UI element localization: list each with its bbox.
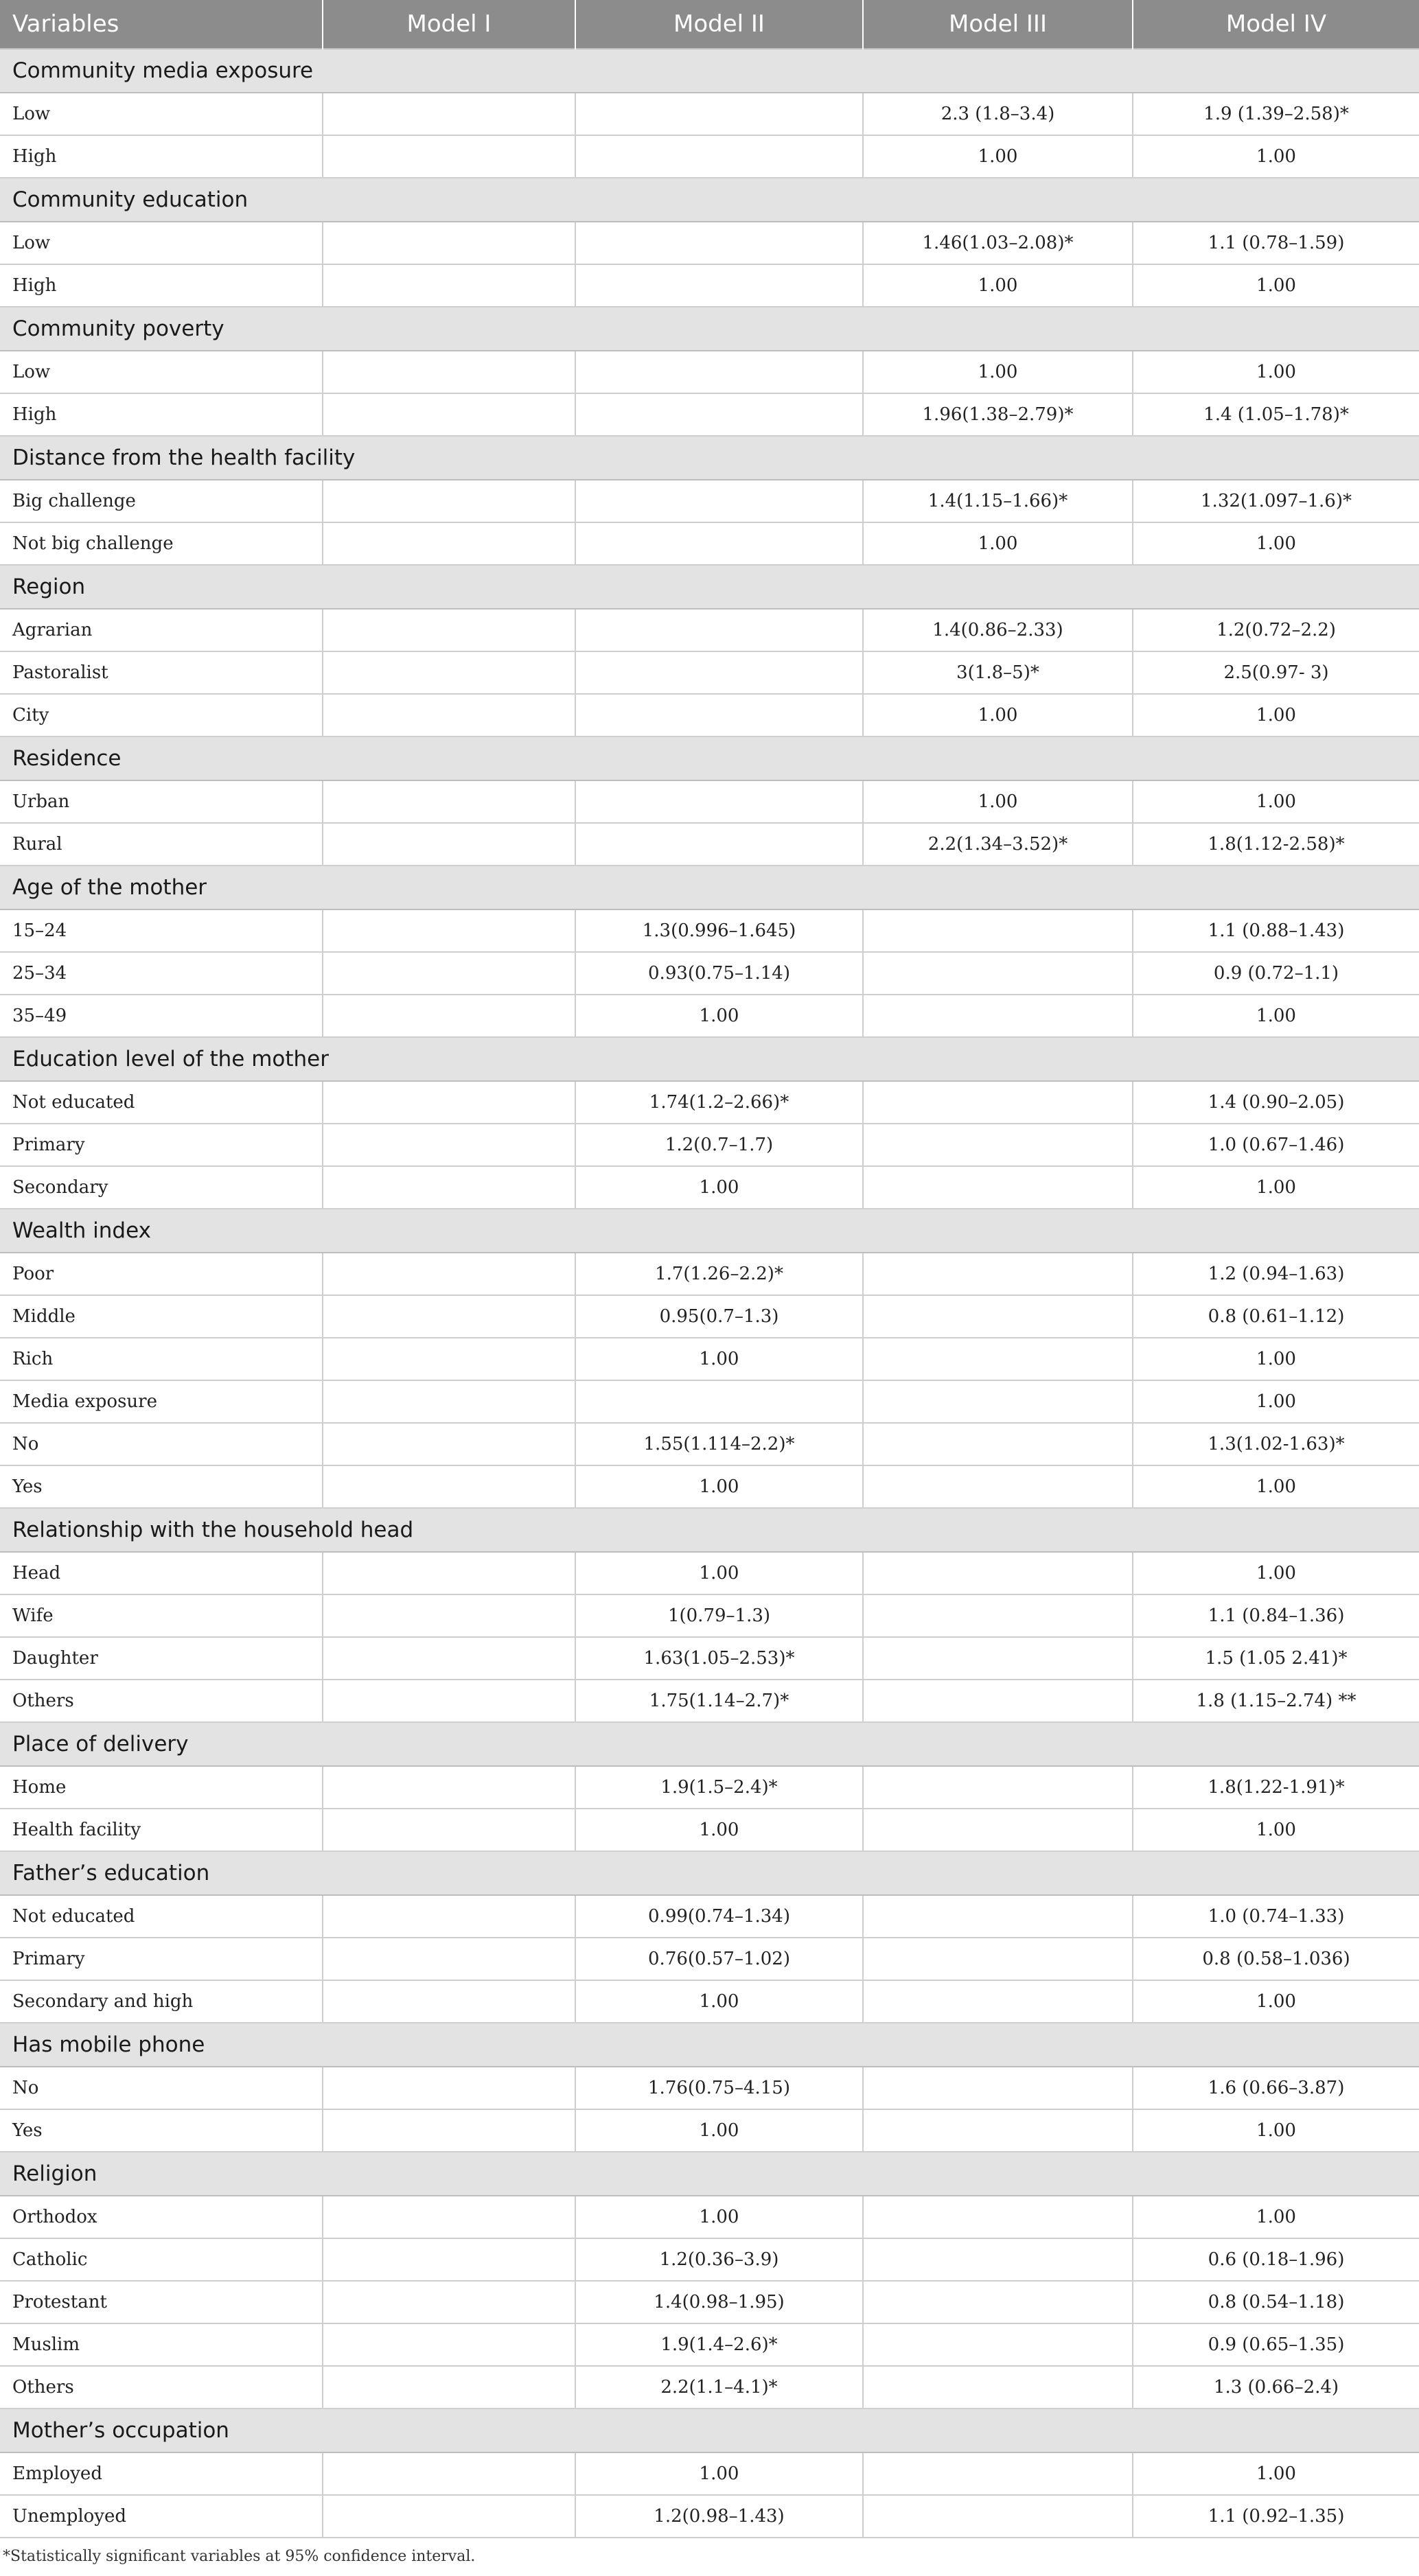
model-1-cell [323,2238,575,2281]
variable-label: Rural [0,823,323,866]
variable-label: Not educated [0,1895,323,1938]
section-header-row [0,178,1419,222]
variable-label: Orthodox [0,2196,323,2238]
model-3-cell [863,1380,1133,1423]
variable-label: Others [0,2366,323,2409]
model-3-cell: 1.96(1.38–2.79)* [863,393,1133,436]
model-2-cell: 1.9(1.4–2.6)* [575,2323,863,2366]
model-2-cell: 1.00 [575,1552,863,1594]
model-4-cell: 1.1 (0.78–1.59) [1133,222,1419,264]
section-title: Region [0,565,1419,609]
model-1-cell [323,1895,575,1938]
model-3-cell [863,2323,1133,2366]
model-3-cell: 3(1.8–5)* [863,651,1133,694]
table-row [0,1552,1419,1594]
table-row [0,480,1419,522]
table-row [0,135,1419,178]
model-1-cell [323,1809,575,1851]
variable-label: High [0,393,323,436]
model-1-cell [323,1980,575,2023]
model-3-cell: 1.00 [863,135,1133,178]
model-2-cell: 1.00 [575,2452,863,2495]
variable-label: Yes [0,1465,323,1508]
section-title: Relationship with the household head [0,1508,1419,1552]
variable-label: 35–49 [0,995,323,1037]
table-row [0,1124,1419,1166]
model-3-cell [863,2366,1133,2409]
table-row [0,2281,1419,2323]
section-header-row [0,2023,1419,2067]
table-row [0,2067,1419,2109]
table-row [0,2109,1419,2152]
model-2-cell: 1.00 [575,2109,863,2152]
model-4-cell: 1.4 (0.90–2.05) [1133,1081,1419,1124]
model-1-cell [323,609,575,651]
section-header-row [0,1037,1419,1081]
model-4-cell: 1.9 (1.39–2.58)* [1133,93,1419,135]
section-title: Distance from the health facility [0,436,1419,480]
model-4-cell: 1.00 [1133,1552,1419,1594]
model-4-cell: 0.9 (0.65–1.35) [1133,2323,1419,2366]
model-1-cell [323,1253,575,1295]
model-3-cell: 1.00 [863,522,1133,565]
model-2-cell: 1.00 [575,995,863,1037]
model-3-cell [863,1124,1133,1166]
model-1-cell [323,1423,575,1465]
section-title: Place of delivery [0,1722,1419,1766]
variable-label: Employed [0,2452,323,2495]
table-row [0,1594,1419,1637]
model-1-cell [323,351,575,393]
model-4-cell: 1.8(1.22-1.91)* [1133,1766,1419,1809]
table-row [0,909,1419,952]
table-row [0,2238,1419,2281]
model-3-cell: 1.4(1.15–1.66)* [863,480,1133,522]
model-2-cell: 1.7(1.26–2.2)* [575,1253,863,1295]
model-4-cell: 1.00 [1133,1809,1419,1851]
variable-label: Poor [0,1253,323,1295]
model-4-cell: 1.00 [1133,351,1419,393]
model-2-cell: 1.00 [575,1980,863,2023]
model-2-cell: 1.00 [575,1809,863,1851]
variable-label: Not big challenge [0,522,323,565]
model-4-cell: 1.00 [1133,1980,1419,2023]
model-2-cell: 1.63(1.05–2.53)* [575,1637,863,1680]
model-1-cell [323,694,575,736]
model-4-cell: 1.00 [1133,1166,1419,1209]
model-1-cell [323,1552,575,1594]
model-3-cell [863,909,1133,952]
model-2-cell [575,1380,863,1423]
model-1-cell [323,393,575,436]
model-2-cell: 1.74(1.2–2.66)* [575,1081,863,1124]
model-1-cell [323,1766,575,1809]
model-4-cell: 1.00 [1133,1380,1419,1423]
section-header-row [0,49,1419,93]
variable-label: No [0,2067,323,2109]
model-3-cell [863,1338,1133,1380]
model-1-cell [323,2452,575,2495]
variable-label: Middle [0,1295,323,1338]
variable-label: Health facility [0,1809,323,1851]
model-3-cell: 1.00 [863,264,1133,307]
model-2-cell: 1.2(0.7–1.7) [575,1124,863,1166]
table-row [0,780,1419,823]
header-model-2: Model II [575,0,863,49]
header-model-4: Model IV [1133,0,1419,49]
model-1-cell [323,1124,575,1166]
model-2-cell [575,609,863,651]
model-4-cell: 2.5(0.97- 3) [1133,651,1419,694]
table-row [0,651,1419,694]
section-title: Father’s education [0,1851,1419,1895]
variable-label: High [0,264,323,307]
model-1-cell [323,2196,575,2238]
model-2-cell [575,522,863,565]
model-2-cell [575,780,863,823]
model-1-cell [323,2323,575,2366]
model-3-cell [863,1895,1133,1938]
table-row [0,1895,1419,1938]
variable-label: Home [0,1766,323,1809]
model-4-cell: 1.00 [1133,1465,1419,1508]
model-3-cell: 1.00 [863,694,1133,736]
table-row [0,522,1419,565]
footnote: *Statistically significant variables at 95% confidence interval. [3,2548,476,2565]
table-row [0,351,1419,393]
model-3-cell [863,2109,1133,2152]
model-3-cell [863,995,1133,1037]
model-1-cell [323,2366,575,2409]
model-2-cell: 1.9(1.5–2.4)* [575,1766,863,1809]
table-header [0,0,1419,49]
model-2-cell: 1.00 [575,2196,863,2238]
table-row [0,1423,1419,1465]
variable-label: Protestant [0,2281,323,2323]
variable-label: 15–24 [0,909,323,952]
model-2-cell [575,651,863,694]
model-2-cell [575,694,863,736]
model-3-cell [863,2238,1133,2281]
model-3-cell [863,1980,1133,2023]
section-header-row [0,866,1419,909]
variable-label: Daughter [0,1637,323,1680]
model-4-cell: 1.3(1.02-1.63)* [1133,1423,1419,1465]
model-2-cell: 2.2(1.1–4.1)* [575,2366,863,2409]
model-2-cell [575,222,863,264]
model-3-cell [863,2067,1133,2109]
section-title: Residence [0,736,1419,780]
model-1-cell [323,2495,575,2538]
section-header-row [0,1851,1419,1895]
model-3-cell [863,1637,1133,1680]
variable-label: Big challenge [0,480,323,522]
section-title: Community media exposure [0,49,1419,93]
table-row [0,264,1419,307]
model-3-cell: 2.3 (1.8–3.4) [863,93,1133,135]
table-row [0,995,1419,1037]
table-row [0,952,1419,995]
variable-label: Head [0,1552,323,1594]
section-title: Religion [0,2152,1419,2196]
model-2-cell [575,480,863,522]
model-2-cell: 0.93(0.75–1.14) [575,952,863,995]
model-4-cell: 1.00 [1133,2452,1419,2495]
table-row [0,2366,1419,2409]
section-title: Wealth index [0,1209,1419,1253]
model-4-cell: 1.00 [1133,694,1419,736]
model-4-cell: 0.8 (0.58–1.036) [1133,1938,1419,1980]
model-1-cell [323,780,575,823]
model-3-cell: 1.00 [863,780,1133,823]
model-4-cell: 1.2(0.72–2.2) [1133,609,1419,651]
table-row [0,2452,1419,2495]
model-1-cell [323,1938,575,1980]
model-3-cell [863,1552,1133,1594]
model-4-cell: 1.00 [1133,135,1419,178]
model-1-cell [323,1166,575,1209]
model-1-cell [323,823,575,866]
model-3-cell [863,1081,1133,1124]
model-3-cell [863,1938,1133,1980]
variable-label: Secondary and high [0,1980,323,2023]
model-3-cell [863,952,1133,995]
section-title: Mother’s occupation [0,2409,1419,2452]
table-row [0,1809,1419,1851]
table-row [0,93,1419,135]
variable-label: Rich [0,1338,323,1380]
section-header-row [0,2409,1419,2452]
model-3-cell [863,1809,1133,1851]
model-3-cell [863,2281,1133,2323]
model-3-cell [863,1295,1133,1338]
table-row [0,1637,1419,1680]
model-3-cell [863,1766,1133,1809]
model-2-cell: 1.00 [575,1338,863,1380]
variable-label: Others [0,1680,323,1722]
model-4-cell: 1.32(1.097–1.6)* [1133,480,1419,522]
model-4-cell: 1.8(1.12-2.58)* [1133,823,1419,866]
model-2-cell: 1.00 [575,1166,863,1209]
table-row [0,1938,1419,1980]
model-2-cell: 1.4(0.98–1.95) [575,2281,863,2323]
table-row [0,694,1419,736]
model-4-cell: 1.0 (0.67–1.46) [1133,1124,1419,1166]
variable-label: Primary [0,1938,323,1980]
model-4-cell: 1.1 (0.84–1.36) [1133,1594,1419,1637]
table-row [0,2495,1419,2538]
model-1-cell [323,1594,575,1637]
variable-label: Not educated [0,1081,323,1124]
model-3-cell: 1.00 [863,351,1133,393]
model-1-cell [323,2281,575,2323]
model-2-cell: 0.95(0.7–1.3) [575,1295,863,1338]
model-4-cell: 1.00 [1133,2109,1419,2152]
model-3-cell [863,1166,1133,1209]
model-4-cell: 1.3 (0.66–2.4) [1133,2366,1419,2409]
model-4-cell: 1.4 (1.05–1.78)* [1133,393,1419,436]
variable-label: Urban [0,780,323,823]
section-title: Community education [0,178,1419,222]
variable-label: Muslim [0,2323,323,2366]
table-row [0,1465,1419,1508]
variable-label: Catholic [0,2238,323,2281]
table-row [0,393,1419,436]
section-header-row [0,736,1419,780]
model-1-cell [323,264,575,307]
table-row [0,1980,1419,2023]
model-2-cell: 1(0.79–1.3) [575,1594,863,1637]
model-3-cell [863,2452,1133,2495]
section-header-row [0,1209,1419,1253]
table-row [0,609,1419,651]
model-2-cell [575,93,863,135]
model-1-cell [323,2067,575,2109]
model-1-cell [323,222,575,264]
model-4-cell: 1.8 (1.15–2.74) ** [1133,1680,1419,1722]
variable-label: Agrarian [0,609,323,651]
table-row [0,1081,1419,1124]
model-4-cell: 0.6 (0.18–1.96) [1133,2238,1419,2281]
model-1-cell [323,1380,575,1423]
model-4-cell: 1.00 [1133,522,1419,565]
model-2-cell: 1.3(0.996–1.645) [575,909,863,952]
header-variables: Variables [0,0,323,49]
variable-label: High [0,135,323,178]
model-4-cell: 1.2 (0.94–1.63) [1133,1253,1419,1295]
section-header-row [0,565,1419,609]
header-model-3: Model III [863,0,1133,49]
section-header-row [0,2152,1419,2196]
model-2-cell [575,264,863,307]
model-2-cell: 0.76(0.57–1.02) [575,1938,863,1980]
model-1-cell [323,651,575,694]
model-4-cell: 1.00 [1133,264,1419,307]
variable-label: Pastoralist [0,651,323,694]
model-1-cell [323,1465,575,1508]
section-header-row [0,1508,1419,1552]
model-2-cell [575,135,863,178]
model-1-cell [323,135,575,178]
variable-label: Secondary [0,1166,323,1209]
model-1-cell [323,522,575,565]
table-row [0,1338,1419,1380]
model-4-cell: 1.00 [1133,1338,1419,1380]
model-2-cell [575,823,863,866]
section-title: Age of the mother [0,866,1419,909]
model-1-cell [323,93,575,135]
variable-label: Yes [0,2109,323,2152]
variable-label: Low [0,351,323,393]
variable-label: Primary [0,1124,323,1166]
variable-label: 25–34 [0,952,323,995]
model-2-cell: 1.00 [575,1465,863,1508]
model-4-cell: 0.8 (0.61–1.12) [1133,1295,1419,1338]
model-4-cell: 0.9 (0.72–1.1) [1133,952,1419,995]
model-1-cell [323,2109,575,2152]
model-4-cell: 1.1 (0.92–1.35) [1133,2495,1419,2538]
model-1-cell [323,952,575,995]
model-1-cell [323,1637,575,1680]
model-3-cell [863,2196,1133,2238]
model-1-cell [323,1338,575,1380]
variable-label: Unemployed [0,2495,323,2538]
model-1-cell [323,1295,575,1338]
section-title: Has mobile phone [0,2023,1419,2067]
table-row [0,1766,1419,1809]
model-4-cell: 1.00 [1133,995,1419,1037]
model-3-cell: 1.4(0.86–2.33) [863,609,1133,651]
model-3-cell [863,2495,1133,2538]
section-header-row [0,1722,1419,1766]
model-3-cell: 1.46(1.03–2.08)* [863,222,1133,264]
section-title: Community poverty [0,307,1419,351]
model-2-cell: 1.76(0.75–4.15) [575,2067,863,2109]
model-1-cell [323,909,575,952]
variable-label: Low [0,222,323,264]
table-row [0,222,1419,264]
section-header-row [0,436,1419,480]
table-row [0,1680,1419,1722]
model-4-cell: 1.00 [1133,2196,1419,2238]
model-2-cell: 0.99(0.74–1.34) [575,1895,863,1938]
table-row [0,2323,1419,2366]
table-row [0,1166,1419,1209]
table-row [0,823,1419,866]
model-2-cell: 1.75(1.14–2.7)* [575,1680,863,1722]
model-1-cell [323,1081,575,1124]
model-1-cell [323,995,575,1037]
model-3-cell [863,1253,1133,1295]
model-3-cell: 2.2(1.34–3.52)* [863,823,1133,866]
table-row [0,1295,1419,1338]
model-4-cell: 1.0 (0.74–1.33) [1133,1895,1419,1938]
variable-label: Wife [0,1594,323,1637]
model-2-cell: 1.2(0.98–1.43) [575,2495,863,2538]
model-1-cell [323,480,575,522]
model-1-cell [323,1680,575,1722]
variable-label: Low [0,93,323,135]
section-header-row [0,307,1419,351]
model-4-cell: 1.5 (1.05 2.41)* [1133,1637,1419,1680]
model-2-cell [575,393,863,436]
model-2-cell: 1.2(0.36–3.9) [575,2238,863,2281]
table-body [0,49,1419,2538]
section-title: Education level of the mother [0,1037,1419,1081]
model-4-cell: 1.00 [1133,780,1419,823]
model-4-cell: 0.8 (0.54–1.18) [1133,2281,1419,2323]
model-3-cell [863,1423,1133,1465]
variable-label: Media exposure [0,1380,323,1423]
model-3-cell [863,1594,1133,1637]
variable-label: City [0,694,323,736]
model-4-cell: 1.1 (0.88–1.43) [1133,909,1419,952]
header-model-1: Model I [323,0,575,49]
model-2-cell [575,351,863,393]
model-3-cell [863,1465,1133,1508]
table-row [0,1380,1419,1423]
model-3-cell [863,1680,1133,1722]
table-row [0,1253,1419,1295]
model-2-cell: 1.55(1.114–2.2)* [575,1423,863,1465]
table-row [0,2196,1419,2238]
model-4-cell: 1.6 (0.66–3.87) [1133,2067,1419,2109]
variable-label: No [0,1423,323,1465]
